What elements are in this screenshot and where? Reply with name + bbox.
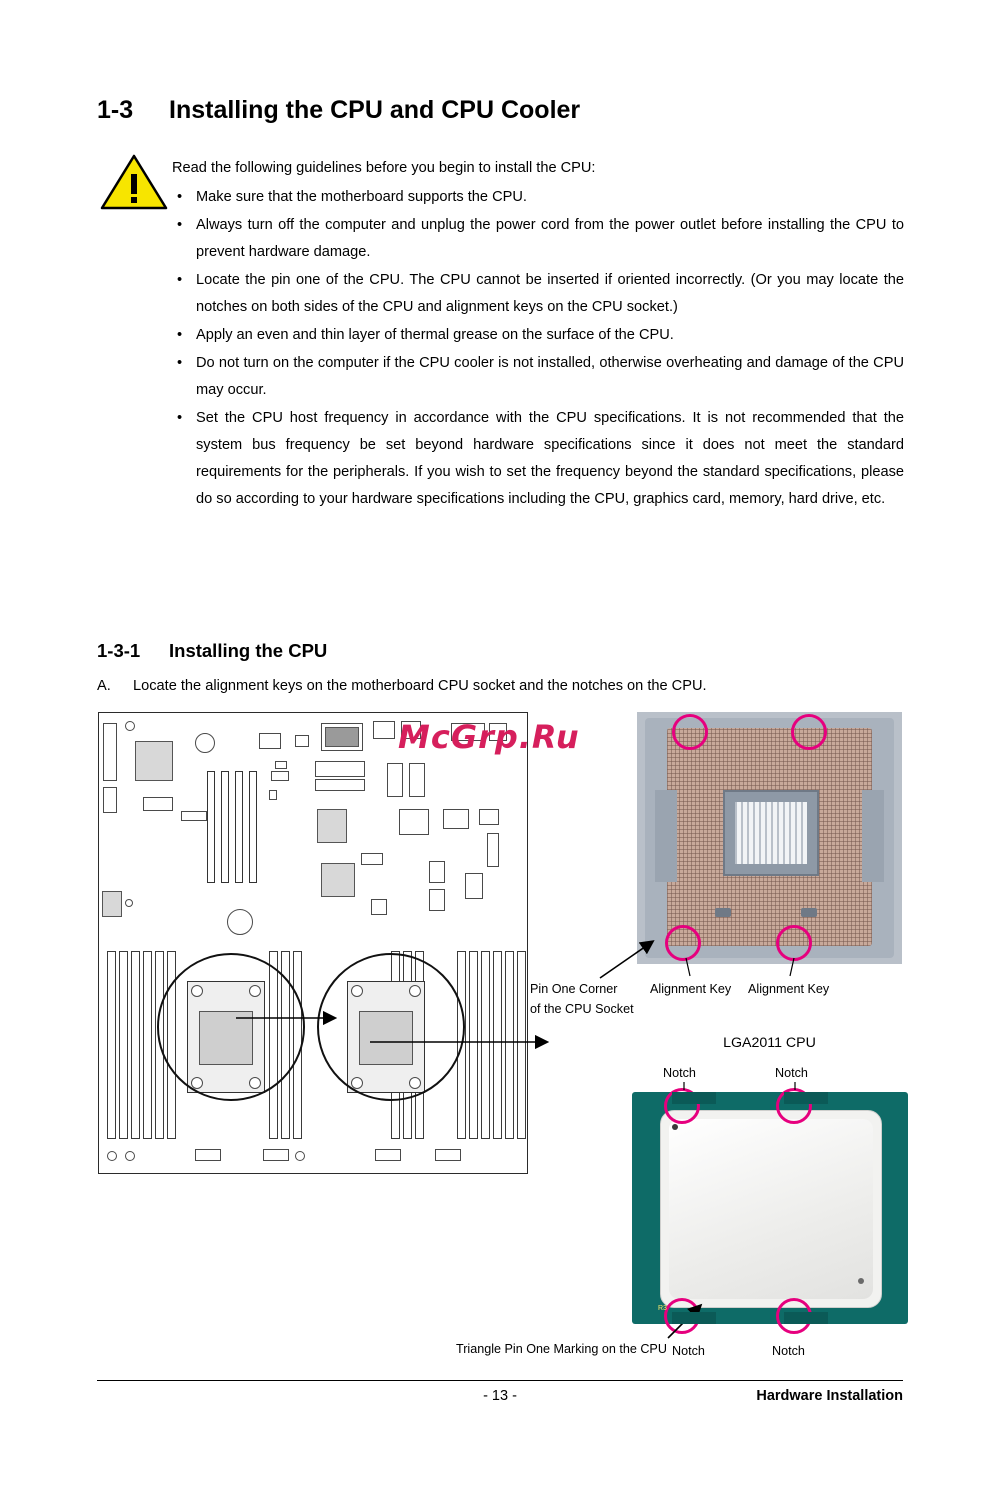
mb-pcie-slot <box>207 771 215 883</box>
mb-dimm-slot <box>119 951 128 1139</box>
mb-component <box>269 790 277 800</box>
mb-component <box>361 853 383 865</box>
warning-triangle-icon <box>100 152 168 212</box>
bullet-glyph: • <box>177 272 183 288</box>
mb-mount-hole <box>107 1151 117 1161</box>
mb-chip <box>317 809 347 843</box>
mb-component <box>429 861 445 883</box>
mb-header-pins <box>325 727 359 747</box>
mb-component <box>465 873 483 899</box>
socket-alignment-key-left <box>715 908 731 917</box>
pin-one-corner-caption-line2: of the CPU Socket <box>530 1002 634 1016</box>
mb-battery <box>227 909 253 935</box>
socket-notch-left <box>655 790 677 882</box>
notch-label-bottom-left: Notch <box>672 1344 705 1358</box>
socket-notch-right <box>862 790 884 882</box>
mb-header <box>375 1149 401 1161</box>
list-item <box>172 212 904 266</box>
mb-component <box>487 833 499 867</box>
cpu-notch-top-right <box>784 1092 828 1104</box>
lga2011-cpu-photo <box>632 1092 908 1324</box>
bullet-glyph: • <box>177 189 183 205</box>
notch-label-bottom-right: Notch <box>772 1344 805 1358</box>
mb-component <box>259 733 281 749</box>
cpu-notch-top-left <box>672 1092 716 1104</box>
step-text: Locate the alignment keys on the motherboard CPU socket and the notches on the CPU. <box>133 678 707 694</box>
cpu-notch-bottom-right <box>784 1312 828 1324</box>
bullet-glyph: • <box>177 217 183 233</box>
guidelines-block <box>172 155 904 514</box>
mb-header <box>315 761 365 777</box>
mb-component <box>429 889 445 911</box>
footer-divider <box>97 1380 903 1381</box>
mb-pcie-slot <box>221 771 229 883</box>
guideline-text: Locate the pin one of the CPU. The CPU cannot be inserted if oriented incorrectly. (Or you may locate the notches on both sides of the CPU and alignment keys on the CPU socket.) <box>196 272 904 315</box>
mb-header <box>387 763 403 797</box>
mb-component <box>275 761 287 769</box>
mb-mount-hole <box>125 899 133 907</box>
guidelines-list <box>172 184 904 513</box>
mb-dimm-slot <box>505 951 514 1139</box>
mb-component <box>102 891 122 917</box>
list-item <box>172 350 904 404</box>
guideline-text: Set the CPU host frequency in accordance with the CPU specifications. It is not recommended that the system bus frequency be set beyond hardware specifications since it does not meet the standard requirements for the peripherals. If you wish to set the frequency beyond the standard specifications, please do so according to your hardware specifications including the CPU, graphics card, memory, hard drive, etc. <box>196 410 904 507</box>
mb-header <box>373 721 395 739</box>
section-heading <box>97 96 917 125</box>
mb-header <box>479 809 499 825</box>
section-title: Installing the CPU and CPU Cooler <box>169 96 581 124</box>
mb-header <box>435 1149 461 1161</box>
list-item <box>172 322 904 349</box>
cpu-marking-code: R3 <box>658 1305 667 1312</box>
guideline-text: Apply an even and thin layer of thermal grease on the surface of the CPU. <box>196 327 674 343</box>
highlight-circle-alignment-key-left <box>665 925 701 961</box>
cpu-corner-dot <box>858 1278 864 1284</box>
mb-dimm-slot <box>131 951 140 1139</box>
socket-alignment-key-right <box>801 908 817 917</box>
mb-dimm-slot <box>481 951 490 1139</box>
subsection-title: Installing the CPU <box>169 640 328 661</box>
mb-chip <box>135 741 173 781</box>
lga-cpu-title: LGA2011 CPU <box>723 1035 816 1051</box>
mb-dimm-slot <box>469 951 478 1139</box>
highlight-circle-socket-tl <box>672 714 708 750</box>
mb-mount-hole <box>125 721 135 731</box>
pin-one-corner-caption-line1: Pin One Corner <box>530 982 618 996</box>
mb-pcie-slot <box>249 771 257 883</box>
mb-header <box>315 779 365 791</box>
notch-label-top-left: Notch <box>663 1066 696 1080</box>
cpu-notch-bottom-left <box>672 1312 716 1324</box>
bullet-glyph: • <box>177 327 183 343</box>
subsection-heading <box>97 640 327 662</box>
guideline-text: Always turn off the computer and unplug the power cord from the power outlet before installing the CPU to prevent hardware damage. <box>196 217 904 260</box>
step-a <box>97 678 917 694</box>
notch-label-top-right: Notch <box>775 1066 808 1080</box>
mb-chipset <box>321 863 355 897</box>
mb-mount-hole <box>125 1151 135 1161</box>
socket-center-block <box>723 790 819 876</box>
step-label: A. <box>97 678 111 694</box>
socket-highlight-circle-2 <box>317 953 465 1101</box>
mb-dimm-slot <box>143 951 152 1139</box>
mb-component <box>295 735 309 747</box>
mb-dimm-slot <box>517 951 526 1139</box>
list-item <box>172 267 904 321</box>
motherboard-diagram <box>98 712 528 1174</box>
mb-dimm-slot <box>107 951 116 1139</box>
section-number: 1-3 <box>97 96 134 124</box>
subsection-number: 1-3-1 <box>97 640 141 661</box>
cpu-pin-one-dot <box>672 1124 678 1130</box>
mb-component <box>103 723 117 781</box>
socket-center-pins <box>735 802 807 864</box>
socket-highlight-circle-1 <box>157 953 305 1101</box>
mb-header <box>399 809 429 835</box>
alignment-key-label-left: Alignment Key <box>650 982 732 996</box>
list-item <box>172 184 904 211</box>
mb-dimm-slot <box>493 951 502 1139</box>
alignment-key-label-right: Alignment Key <box>748 982 830 996</box>
mb-component <box>371 899 387 915</box>
mb-component <box>103 787 117 813</box>
mb-pcie-slot <box>235 771 243 883</box>
bullet-glyph: • <box>177 355 183 371</box>
watermark: McGrp.Ru <box>398 718 580 756</box>
cpu-heat-spreader <box>660 1110 882 1308</box>
guideline-text: Do not turn on the computer if the CPU cooler is not installed, otherwise overheating and damage of the CPU may occur. <box>196 355 904 398</box>
list-item <box>172 405 904 513</box>
mb-header <box>195 1149 221 1161</box>
guideline-text: Make sure that the motherboard supports the CPU. <box>196 189 527 205</box>
mb-capacitor <box>195 733 215 753</box>
highlight-circle-alignment-key-right <box>776 925 812 961</box>
mb-connector <box>181 811 207 821</box>
footer-chapter: Hardware Installation <box>756 1388 903 1404</box>
bullet-glyph: • <box>177 410 183 426</box>
mb-header <box>443 809 469 829</box>
mb-connector <box>143 797 173 811</box>
page-number: - 13 - <box>483 1388 517 1404</box>
mb-component <box>271 771 289 781</box>
mb-header <box>263 1149 289 1161</box>
guidelines-intro: Read the following guidelines before you begin to install the CPU: <box>172 160 596 176</box>
mb-mount-hole <box>295 1151 305 1161</box>
triangle-marking-caption: Triangle Pin One Marking on the CPU <box>456 1342 667 1356</box>
highlight-circle-socket-tr <box>791 714 827 750</box>
mb-header <box>409 763 425 797</box>
